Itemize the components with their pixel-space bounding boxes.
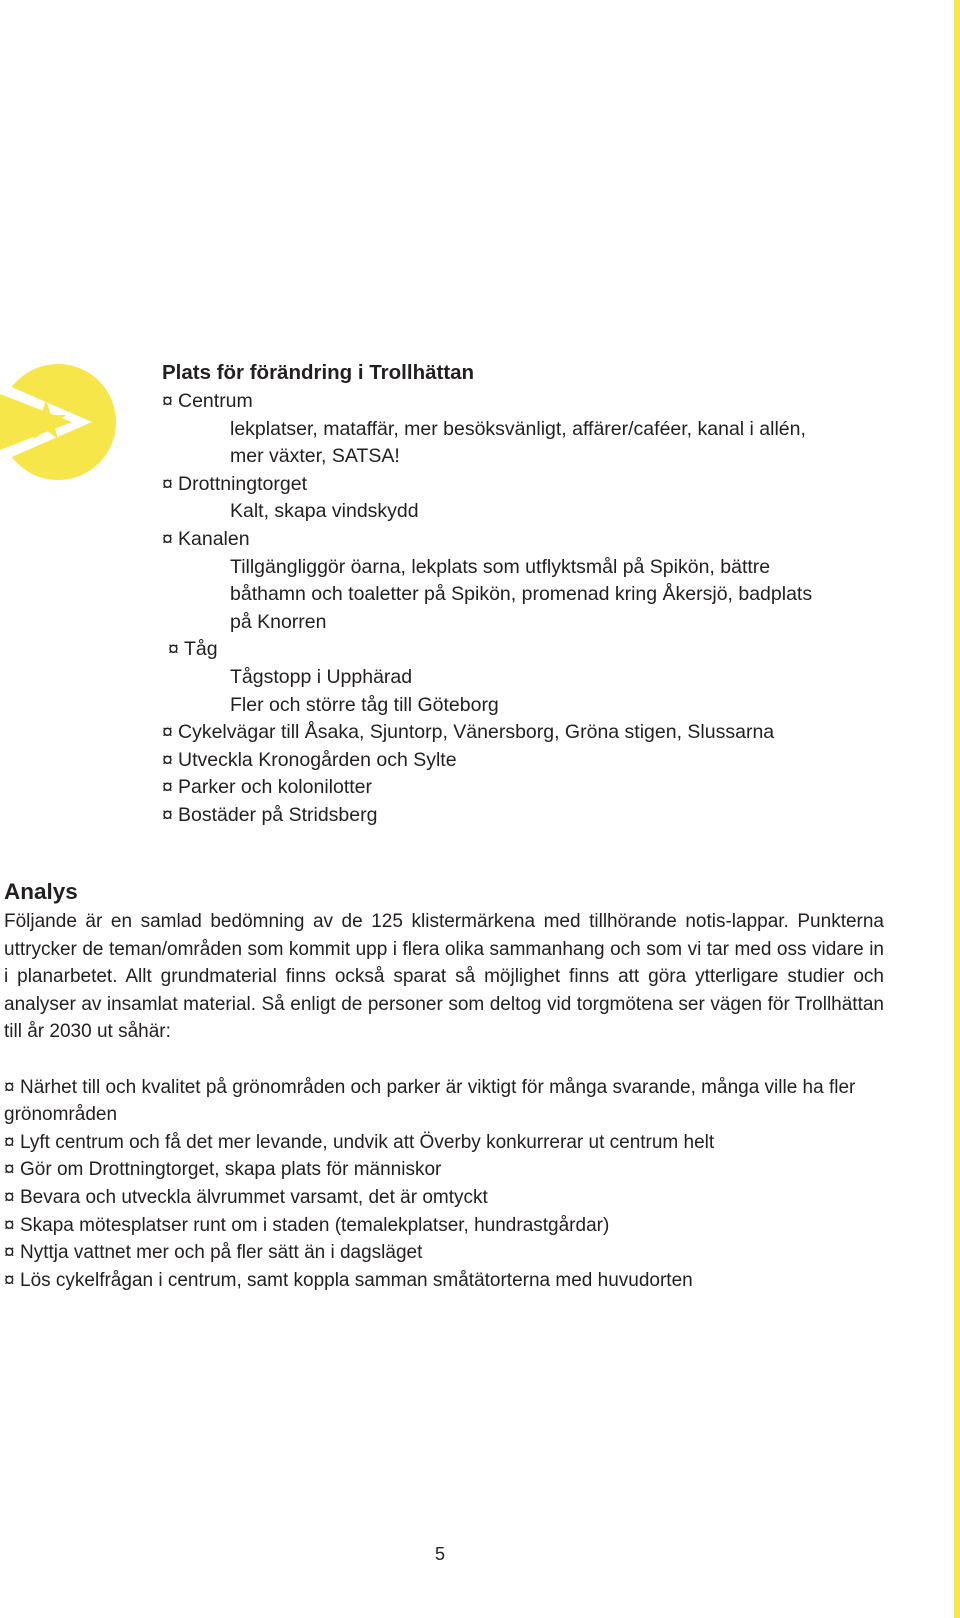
conclusion-item (4, 1184, 884, 1212)
place-item-detail: på Knorren (230, 610, 327, 633)
place-item-detail: Fler och större tåg till Göteborg (230, 693, 499, 716)
place-item-detail: Kalt, skapa vindskydd (230, 500, 419, 523)
conclusion-text: Skapa mötesplatser runt om i staden (temalekplatser, hundrastgårdar) (20, 1214, 610, 1236)
conclusion-text: Gör om Drottningtorget, skapa plats för människor (20, 1159, 442, 1181)
place-item-label: Drottningtorget (178, 472, 307, 495)
places-for-change-section (162, 360, 922, 830)
bullet-symbol: ¤ (4, 1159, 15, 1181)
bullet-symbol: ¤ (162, 472, 173, 495)
conclusion-text: Nyttja vattnet mer och på fler sätt än i dagsläget (20, 1242, 423, 1264)
bullet-symbol: ¤ (4, 1214, 15, 1236)
conclusions-list (4, 1074, 884, 1295)
place-item (162, 388, 922, 416)
bullet-symbol: ¤ (4, 1242, 15, 1264)
place-item-label: Bostäder på Stridsberg (178, 803, 378, 826)
analys-section (4, 878, 884, 1294)
star-play-logo-icon (0, 360, 120, 484)
place-item (162, 774, 922, 802)
conclusion-item (4, 1239, 884, 1267)
page-edge-stripe (954, 0, 960, 1618)
page-number: 5 (434, 1544, 445, 1564)
conclusion-text: Bevara och utveckla älvrummet varsamt, det är omtyckt (20, 1186, 488, 1208)
bullet-symbol: ¤ (162, 776, 173, 799)
bullet-symbol: ¤ (162, 527, 173, 550)
place-item (162, 802, 922, 830)
bullet-symbol: ¤ (4, 1131, 15, 1153)
analys-paragraph: Följande är en samlad bedömning av de 125 klistermärkena med tillhörande notis-lappar. Punkterna uttrycker de teman/områden som kommit upp i flera olika sammanhang och som vi tar med oss vidare in i planarbetet. Allt grundmaterial finns också sparat så möjlighet finns att göra ytterligare studier och analyser av insamlat material. Så enligt de personer som deltog vid torgmötena ser vägen för Trollhättan till år 2030 ut såhär: (4, 911, 884, 1043)
bullet-symbol: ¤ (4, 1186, 15, 1208)
conclusion-text: Lyft centrum och få det mer levande, undvik att Överby konkurrerar ut centrum helt (20, 1131, 715, 1153)
bullet-symbol: ¤ (4, 1076, 15, 1098)
bullet-symbol: ¤ (162, 721, 173, 744)
bullet-symbol: ¤ (4, 1269, 15, 1291)
conclusion-text: Närhet till och kvalitet på grönområden och parker är viktigt för många svarande, många ville ha fler grönområden (4, 1076, 856, 1126)
place-item (162, 526, 922, 554)
conclusion-text: Lös cykelfrågan i centrum, samt koppla samman småtätorterna med huvudorten (20, 1269, 693, 1291)
place-item-detail: båthamn och toaletter på Spikön, promenad kring Åkersjö, badplats (230, 583, 813, 606)
conclusion-item (4, 1156, 884, 1184)
conclusion-item (4, 1212, 884, 1240)
place-item (162, 747, 922, 775)
place-item-label: Parker och kolonilotter (178, 776, 373, 799)
bullet-symbol: ¤ (162, 803, 173, 826)
place-item-label: Utveckla Kronogården och Sylte (178, 748, 457, 771)
place-item-label: Cykelvägar till Åsaka, Sjuntorp, Vänersborg, Gröna stigen, Slussarna (178, 721, 775, 744)
conclusion-item (4, 1129, 884, 1157)
place-item-detail: Tillgängliggör öarna, lekplats som utflyktsmål på Spikön, bättre (230, 555, 771, 578)
conclusion-item (4, 1267, 884, 1295)
place-item-label: Centrum (178, 390, 253, 412)
place-item-detail: mer växter, SATSA! (230, 445, 400, 468)
place-item (162, 471, 922, 499)
place-item (162, 719, 922, 747)
place-item (162, 636, 922, 664)
places-heading: Plats för förändring i Trollhättan (162, 361, 475, 384)
place-item-label: Tåg (184, 638, 218, 661)
analys-heading: Analys (4, 879, 78, 904)
bullet-symbol: ¤ (162, 748, 173, 771)
bullet-symbol: ¤ (168, 638, 179, 661)
conclusion-item (4, 1074, 884, 1129)
place-item-detail: Tågstopp i Upphärad (230, 665, 413, 688)
place-item-label: Kanalen (178, 527, 250, 550)
bullet-symbol: ¤ (162, 390, 173, 412)
places-list (162, 388, 922, 830)
place-item-detail: lekplatser, mataffär, mer besöksvänligt, affärer/caféer, kanal i allén, (230, 417, 806, 440)
